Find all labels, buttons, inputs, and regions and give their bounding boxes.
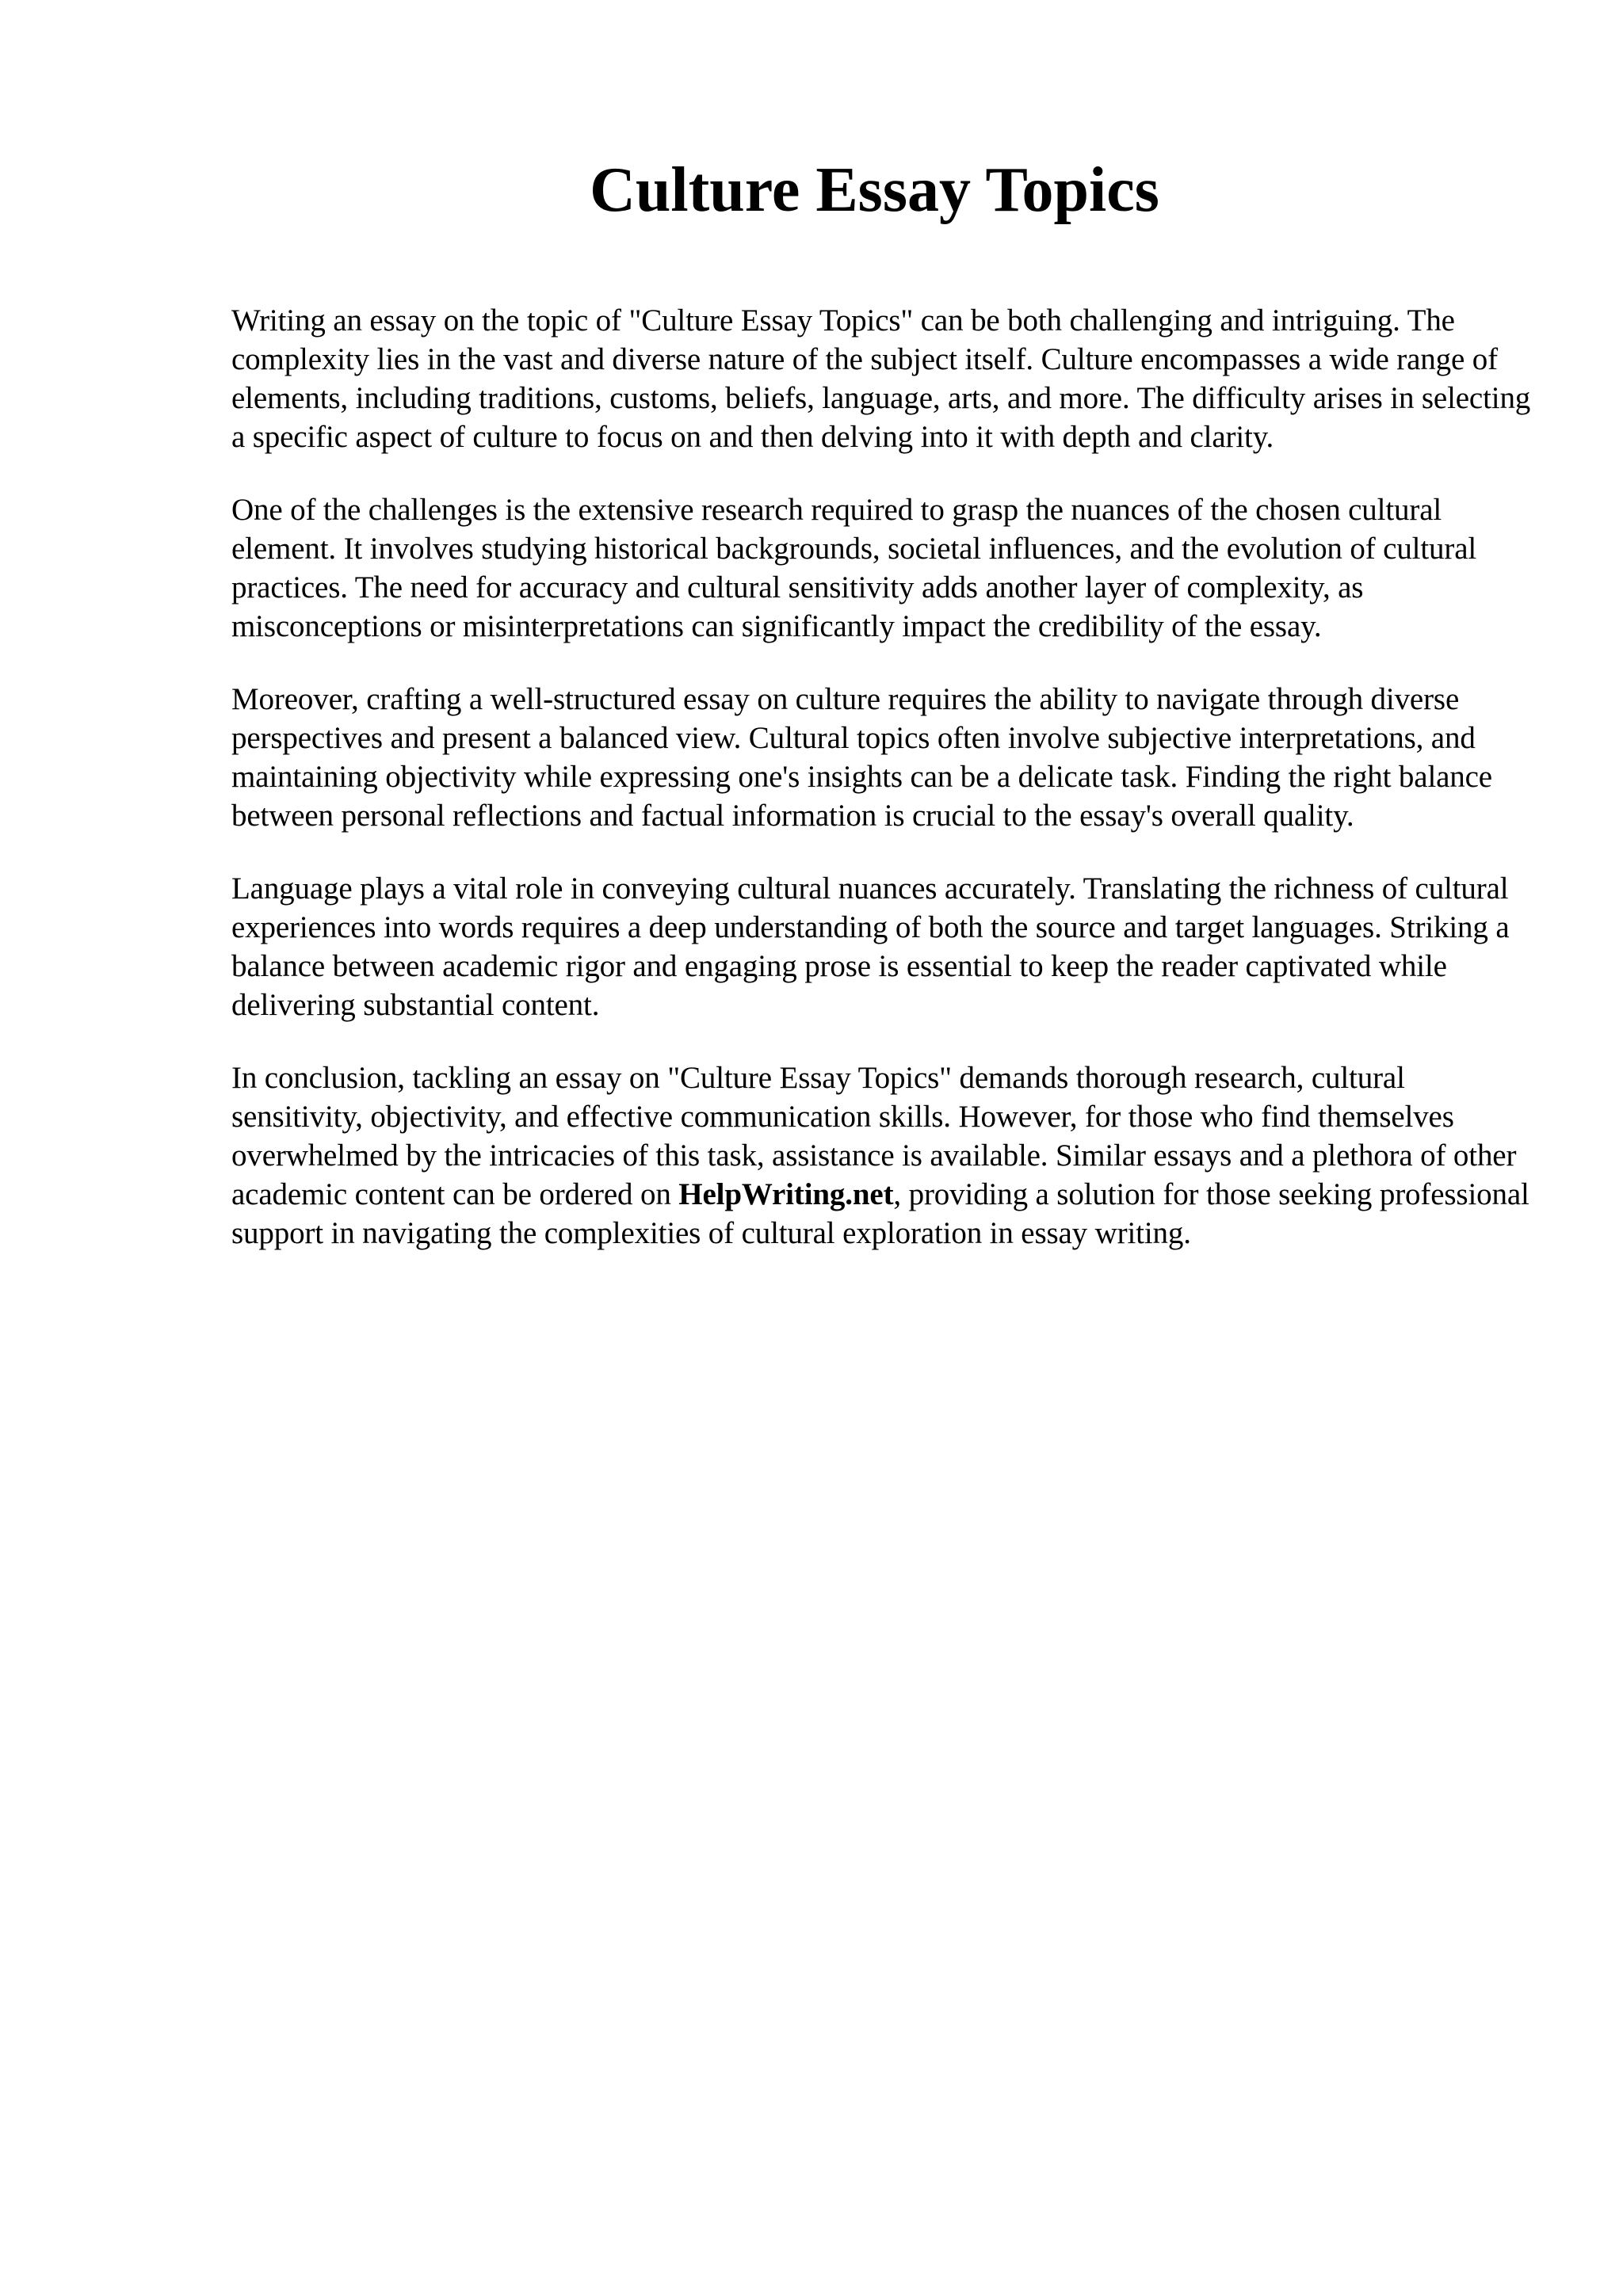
paragraph-research: One of the challenges is the extensive research required to grasp the nuances of the chosen cultural element. It involves studying historical backgrounds, societal influences, and the evolution of cultural practices. The need for accuracy and cultural sensitivity adds another layer of complexity, as misconceptions or misinterpretations can significantly impact the credibility of the essay. [231,493,1477,643]
conclusion-text-before-link: In conclusion, tackling an essay on "Culture Essay Topics" demands thorough research, cultural sensitivity, objectivity, and effective communication skills. However, for those who find themselves overwhelmed by the intricacies of this task, assistance is available. Similar essays and a plethora of other academic content can be ordered on [231,1061,1517,1211]
essay-body [231,301,1531,1287]
page-title: Culture Essay Topics [590,155,1159,225]
paragraph-conclusion [231,1058,1531,1253]
paragraph-intro: Writing an essay on the topic of "Culture Essay Topics" can be both challenging and intriguing. The complexity lies in the vast and diverse nature of the subject itself. Culture encompasses a wide range of elements, including traditions, customs, beliefs, language, arts, and more. The difficulty arises in selecting a specific aspect of culture to focus on and then delving into it with depth and clarity. [231,303,1531,454]
paragraph-language: Language plays a vital role in conveying cultural nuances accurately. Translating the richness of cultural experiences into words requires a deep understanding of both the source and target languages. Striking a balance between academic rigor and engaging prose is essential to keep the reader captivated while delivering substantial content. [231,871,1510,1022]
paragraph-structure: Moreover, crafting a well-structured essay on culture requires the ability to navigate through diverse perspectives and present a balanced view. Cultural topics often involve subjective interpretations, and maintaining objectivity while expressing one's insights can be a delicate task. Finding the right balance between personal reflections and factual information is crucial to the essay's overall quality. [231,682,1492,833]
helpwriting-link[interactable]: HelpWriting.net [678,1177,894,1211]
conclusion-text-after-link: , providing a solution for those seeking professional support in navigating the complexities of cultural exploration in essay writing. [231,1177,1529,1250]
